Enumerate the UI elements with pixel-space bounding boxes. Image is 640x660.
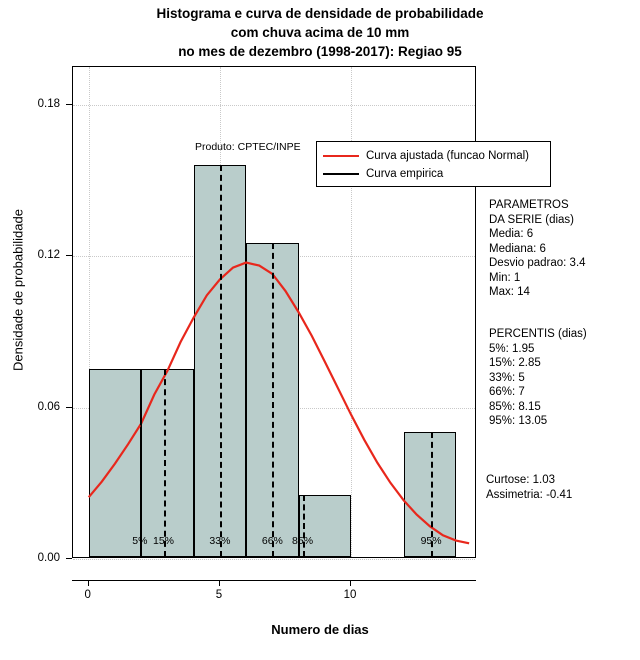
y-tick-label-0: 0.00 xyxy=(37,552,60,564)
parameter-mediana: Mediana: 6 xyxy=(489,242,546,255)
parameters-heading-2: DA SERIE (dias) xyxy=(489,213,574,226)
percentile-label-95pct: 95% xyxy=(420,535,442,547)
parameter-desvio-padrao: Desvio padrao: 3.4 xyxy=(489,257,586,269)
x-tick-label-0: 0 xyxy=(84,589,91,601)
x-axis-line xyxy=(72,580,476,581)
percentile-line-33pct xyxy=(220,165,222,557)
parameter-max: Max: 14 xyxy=(489,286,530,298)
percentil-33: 33%: 5 xyxy=(489,371,525,384)
parameters-heading-1: PARAMETROS xyxy=(489,199,569,211)
legend-line-icon-fitted xyxy=(323,155,359,157)
chart-title-line-3: no mes de dezembro (1998-2017): Regiao 95 xyxy=(178,44,462,59)
percentile-line-66pct xyxy=(272,243,274,557)
percentile-line-15pct xyxy=(164,369,166,557)
percentil-66: 66%: 7 xyxy=(489,386,525,398)
percentile-line-85pct xyxy=(303,495,305,557)
y-axis-title: Densidade de probabilidade xyxy=(10,209,26,371)
y-tick-label-1: 0.06 xyxy=(37,400,60,413)
x-tick-2 xyxy=(350,580,351,586)
gridline-y-0 xyxy=(73,559,475,560)
x-tick-label-2: 10 xyxy=(343,589,357,601)
legend-item-fitted xyxy=(323,147,544,165)
legend-label-empirical: Curva empirica xyxy=(366,168,444,180)
percentile-label-33pct: 33% xyxy=(209,535,231,547)
y-tick-label-2: 0.12 xyxy=(37,249,60,262)
chart-title-line-2: com chuva acima de 10 mm xyxy=(230,25,410,40)
percentile-label-66pct: 66% xyxy=(261,535,283,547)
parameters-block xyxy=(489,198,586,300)
percentile-label-15pct: 15% xyxy=(152,535,175,547)
chart-legend xyxy=(316,141,551,187)
legend-label-fitted: Curva ajustada (funcao Normal) xyxy=(366,150,529,162)
chart-title xyxy=(0,4,640,61)
x-axis-title: Numero de dias xyxy=(271,622,369,637)
percentile-label-5pct: 5% xyxy=(132,535,148,547)
parameter-min: Min: 1 xyxy=(489,271,521,284)
percentis-heading: PERCENTIS (dias) xyxy=(489,328,587,340)
parameter-media: Media: 6 xyxy=(489,228,534,240)
percentis-block xyxy=(489,327,587,429)
chart-title-line-1: Histograma e curva de densidade de probabilidade xyxy=(156,6,484,21)
percentil-95: 95%: 13.05 xyxy=(489,415,548,427)
moments-block xyxy=(486,473,572,502)
y-tick-0 xyxy=(66,558,72,559)
normal-curve-path xyxy=(89,263,469,544)
legend-item-empirical xyxy=(323,165,544,183)
legend-line-icon-empirical xyxy=(323,173,359,175)
x-tick-1 xyxy=(219,580,220,586)
y-tick-label-3: 0.18 xyxy=(37,97,60,110)
x-tick-0 xyxy=(88,580,89,586)
percentile-line-5pct xyxy=(140,369,142,557)
percentil-5: 5%: 1.95 xyxy=(489,342,535,355)
percentil-15: 15%: 2.85 xyxy=(489,357,541,369)
percentile-label-85pct: 85% xyxy=(292,535,314,547)
curtose-value: Curtose: 1.03 xyxy=(486,474,556,486)
percentil-85: 85%: 8.15 xyxy=(489,400,541,413)
y-axis-title-wrap xyxy=(10,110,30,470)
produto-annotation: Produto: CPTEC/INPE xyxy=(195,141,301,153)
assimetria-value: Assimetria: -0.41 xyxy=(486,488,573,501)
x-tick-label-1: 5 xyxy=(215,589,223,601)
